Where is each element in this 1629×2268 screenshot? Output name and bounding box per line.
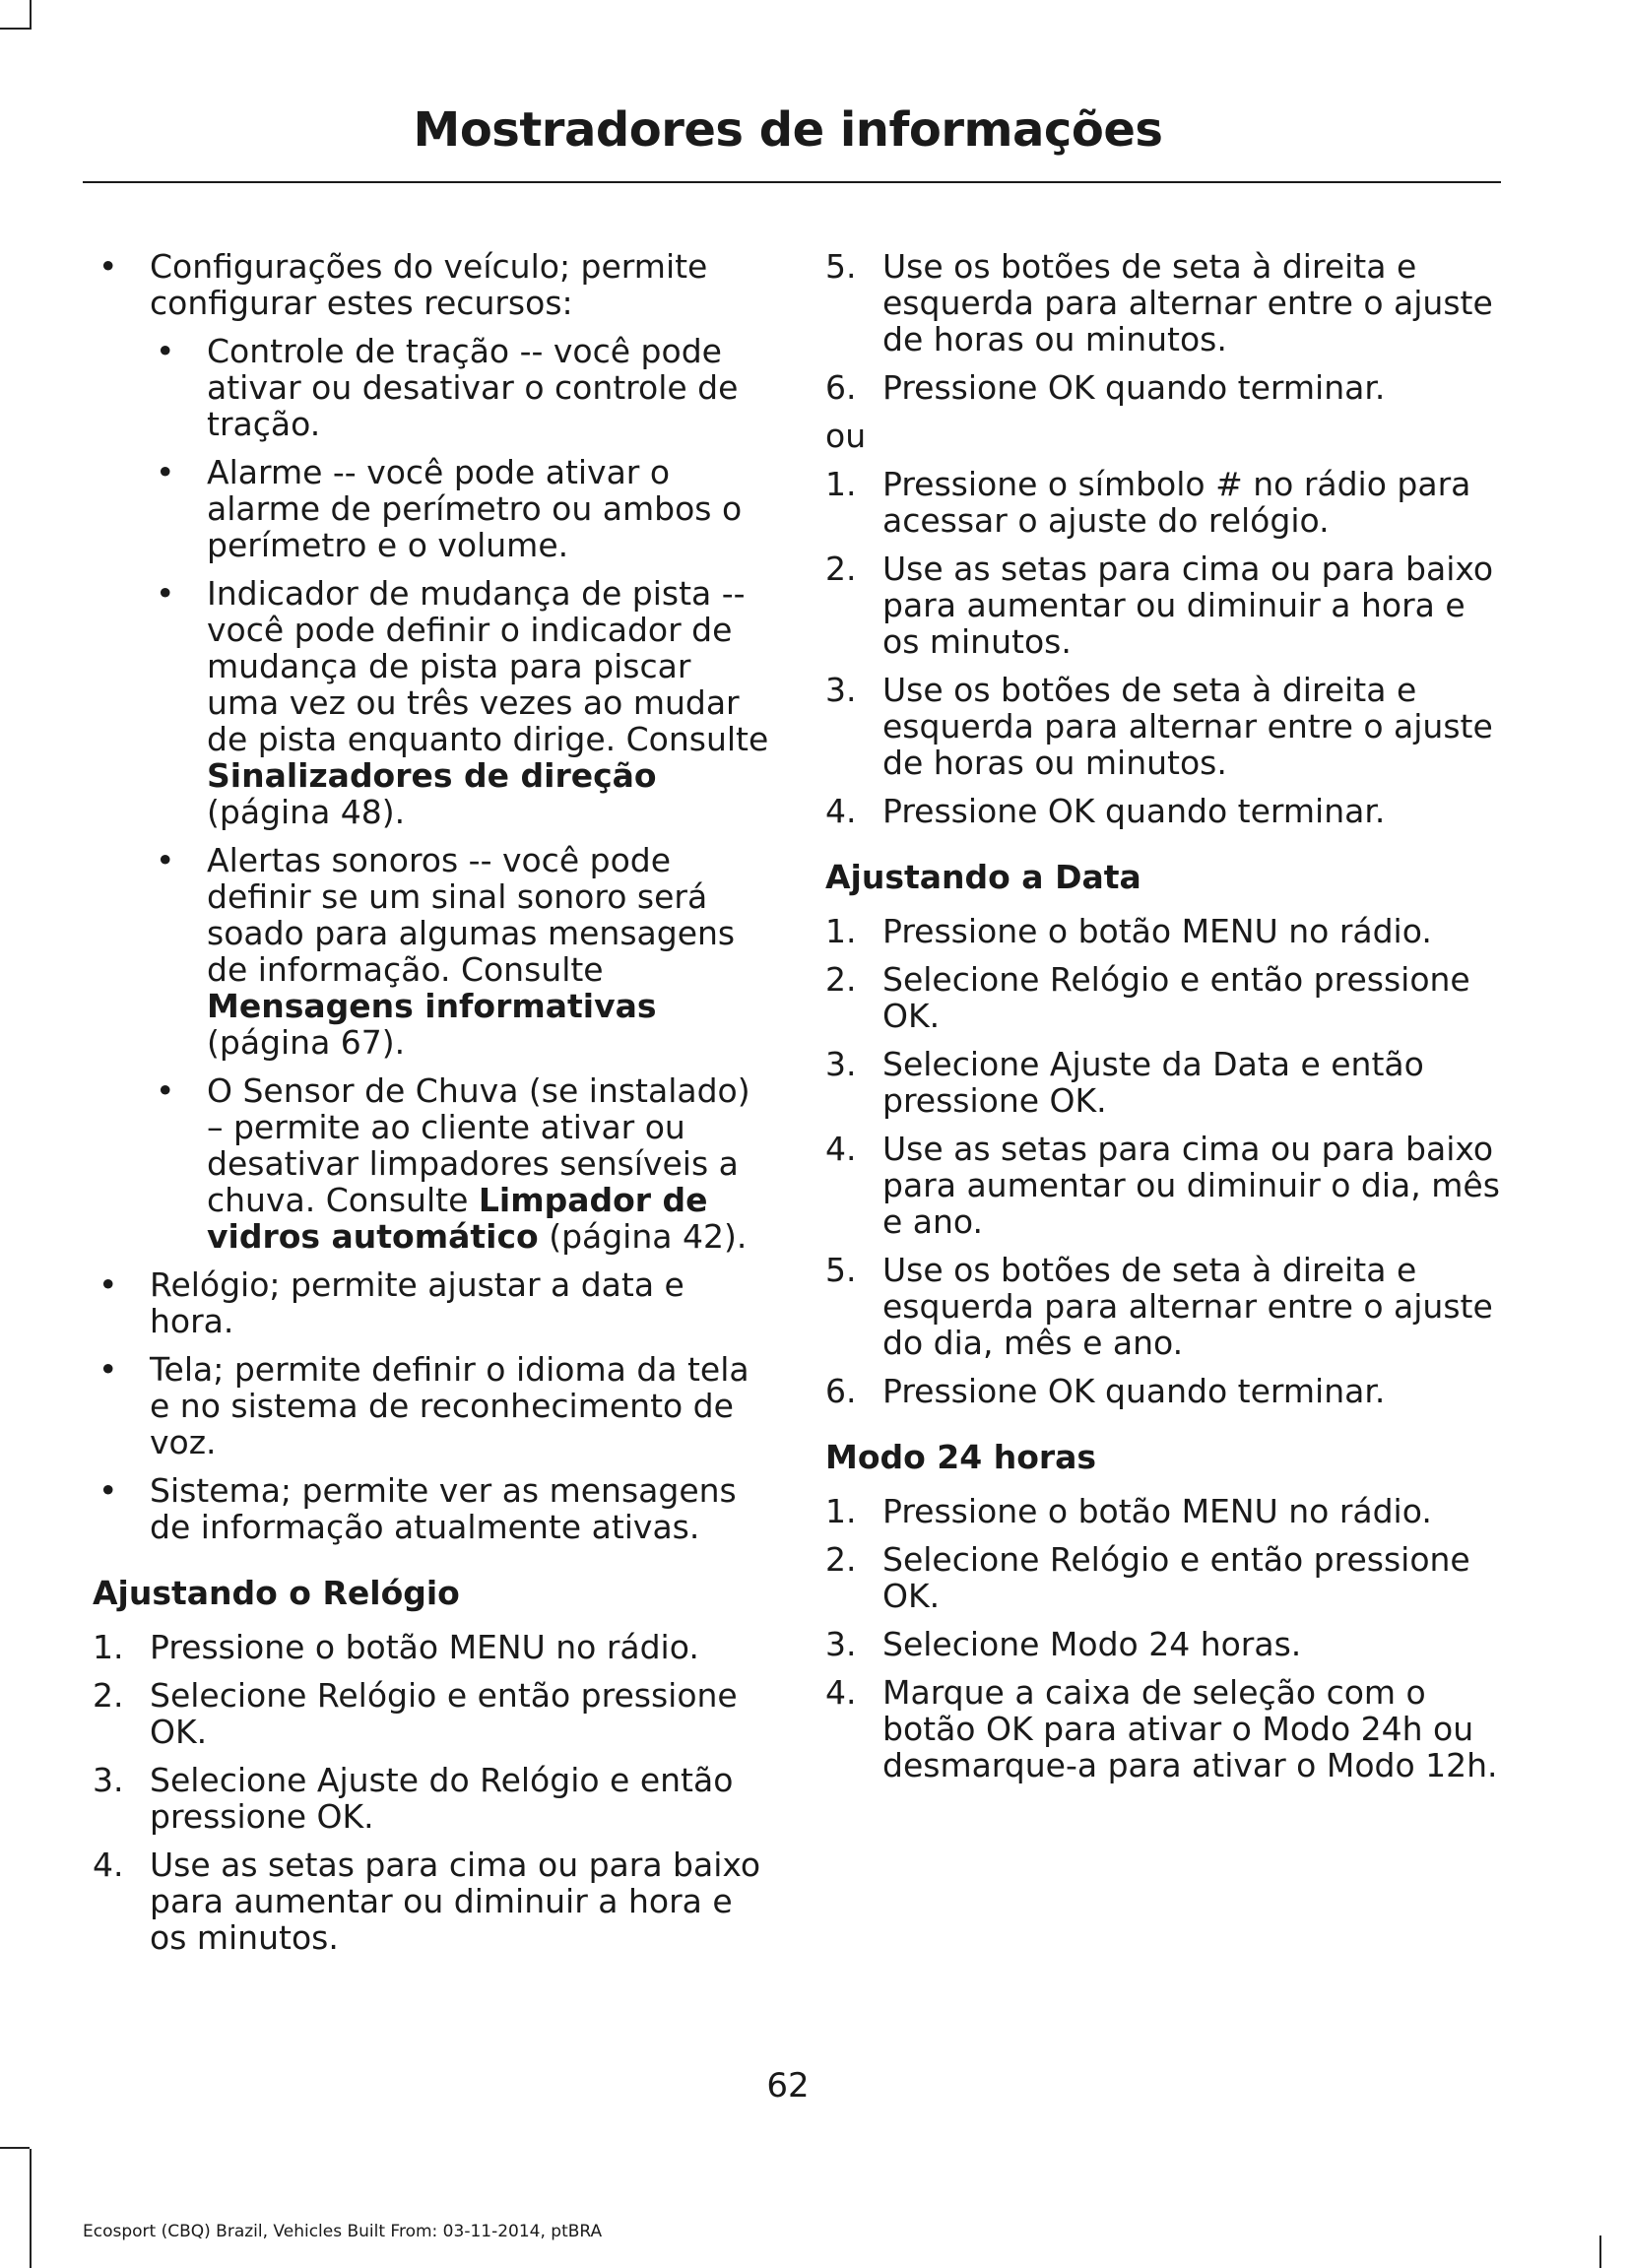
step-item [825,369,1505,406]
list-item [150,1072,772,1255]
list-item-text: Configurações do veículo; permite configurar estes recursos: [150,247,708,322]
cross-reference[interactable]: Limpador de vidros automático [207,1181,708,1256]
list-item-text: Relógio; permite ajustar a data e hora. [150,1265,684,1340]
step-item [825,1046,1505,1119]
step-item [825,1131,1505,1240]
step-text: Selecione Relógio e então pressione OK. [882,960,1470,1035]
step-number: 4. [825,1130,857,1168]
bullet: • [98,1471,118,1510]
header-rule [83,181,1501,183]
or-text: ou [825,417,867,455]
step-text: Pressione OK quando terminar. [882,1372,1386,1410]
step-text: Pressione o botão MENU no rádio. [150,1628,699,1666]
step-item [93,1762,772,1835]
list-item [93,1472,772,1545]
list-item-text: Tela; permite definir o idioma da tela e no sistema de reconhecimento de voz. [150,1350,749,1461]
crop-mark [0,28,30,30]
list-item-text: Alertas sonoros -- você pode definir se um sinal sonoro será soado para algumas mensagens de informação. Consulte Mensagens informativas (página 67). [207,841,736,1062]
bullet: • [156,453,175,491]
list-item [93,248,772,321]
step-item [93,1677,772,1750]
bullet: • [156,841,175,879]
section-heading: Modo 24 horas [825,1438,1097,1476]
step-number: 3. [825,671,857,709]
step-number: 2. [93,1676,124,1715]
step-item [825,672,1505,781]
bullet: • [98,1265,118,1304]
right-column [825,248,1505,1795]
page-title: Mostradores de informações [413,102,1163,158]
step-text: Use as setas para cima ou para baixo para aumentar ou diminuir o dia, mês e ano. [882,1130,1500,1241]
step-item [825,1674,1505,1783]
bullet: • [156,332,175,370]
section-heading: Ajustando a Data [825,858,1141,896]
step-item [825,961,1505,1034]
step-text: Pressione o botão MENU no rádio. [882,1492,1432,1530]
list-item-text: O Sensor de Chuva (se instalado) – permite ao cliente ativar ou desativar limpadores sensíveis a chuva. Consulte Limpador de vidros automático (página 42). [207,1071,750,1256]
step-text: Selecione Modo 24 horas. [882,1625,1302,1663]
bullet: • [156,574,175,613]
step-text: Use as setas para cima ou para baixo para aumentar ou diminuir a hora e os minutos. [150,1846,761,1957]
step-item [825,466,1505,539]
page-number: 62 [766,2066,810,2106]
step-number: 6. [825,1372,857,1410]
step-number: 3. [93,1761,124,1799]
step-text: Use as setas para cima ou para baixo para aumentar ou diminuir a hora e os minutos. [882,550,1494,661]
crop-mark [0,2147,30,2149]
step-number: 1. [825,1492,857,1530]
step-text: Selecione Relógio e então pressione OK. [882,1540,1470,1615]
step-text: Pressione o símbolo # no rádio para acessar o ajuste do relógio. [882,465,1471,540]
section-heading: Ajustando o Relógio [93,1574,460,1612]
step-item [825,793,1505,829]
bullet: • [98,1350,118,1389]
list-item [93,1266,772,1339]
step-text: Use os botões de seta à direita e esquerda para alternar entre o ajuste do dia, mês e ano. [882,1251,1493,1362]
list-item [150,454,772,563]
step-text: Pressione OK quando terminar. [882,368,1386,407]
step-item [825,551,1505,660]
step-text: Selecione Relógio e então pressione OK. [150,1676,738,1751]
list-item-text: Sistema; permite ver as mensagens de informação atualmente ativas. [150,1471,737,1546]
step-number: 2. [825,1540,857,1579]
cross-reference[interactable]: Mensagens informativas [207,987,657,1025]
step-item [825,1373,1505,1409]
step-item [93,1847,772,1956]
step-number: 2. [825,550,857,588]
step-number: 1. [825,465,857,503]
list-item-text: Controle de tração -- você pode ativar ou desativar o controle de tração. [207,332,739,443]
step-text: Marque a caixa de seleção com o botão OK para ativar o Modo 24h ou desmarque-a para ativar o Modo 12h. [882,1673,1498,1784]
step-text: Use os botões de seta à direita e esquerda para alternar entre o ajuste de horas ou minutos. [882,671,1493,782]
step-number: 3. [825,1625,857,1663]
step-item [825,248,1505,357]
footer-text: Ecosport (CBQ) Brazil, Vehicles Built From: 03-11-2014, ptBRA [83,2222,603,2241]
list-item [93,1351,772,1460]
step-text: Pressione o botão MENU no rádio. [882,912,1432,950]
cross-reference[interactable]: Sinalizadores de direção [207,756,657,795]
crop-mark [30,0,32,30]
step-text: Pressione OK quando terminar. [882,792,1386,830]
bullet: • [98,247,118,286]
step-number: 5. [825,1251,857,1289]
list-item [150,333,772,442]
list-item-text: Alarme -- você pode ativar o alarme de perímetro ou ambos o perímetro e o volume. [207,453,743,564]
step-number: 1. [825,912,857,950]
step-text: Use os botões de seta à direita e esquerda para alternar entre o ajuste de horas ou minutos. [882,247,1493,358]
step-number: 6. [825,368,857,407]
step-item [825,1252,1505,1361]
list-item-text: Indicador de mudança de pista -- você pode definir o indicador de mudança de pista para piscar uma vez ou três vezes ao mudar de pista enquanto dirige. Consulte Sinalizadores de direção (página 48). [207,574,769,831]
list-item [150,575,772,830]
step-number: 3. [825,1045,857,1083]
step-text: Selecione Ajuste do Relógio e então pressione OK. [150,1761,734,1836]
step-number: 5. [825,247,857,286]
step-number: 1. [93,1628,124,1666]
step-item [825,913,1505,949]
sub-list [150,333,772,1255]
crop-mark [30,2149,32,2268]
list-item [150,842,772,1061]
step-number: 4. [825,1673,857,1712]
step-item [825,1493,1505,1529]
step-number: 4. [825,792,857,830]
step-item [825,1541,1505,1614]
step-item [93,1629,772,1665]
step-text: Selecione Ajuste da Data e então pressione OK. [882,1045,1424,1120]
crop-mark [1599,2236,1601,2268]
bullet: • [156,1071,175,1110]
step-number: 4. [93,1846,124,1884]
step-item [825,1626,1505,1662]
left-column [93,248,772,1968]
step-number: 2. [825,960,857,999]
